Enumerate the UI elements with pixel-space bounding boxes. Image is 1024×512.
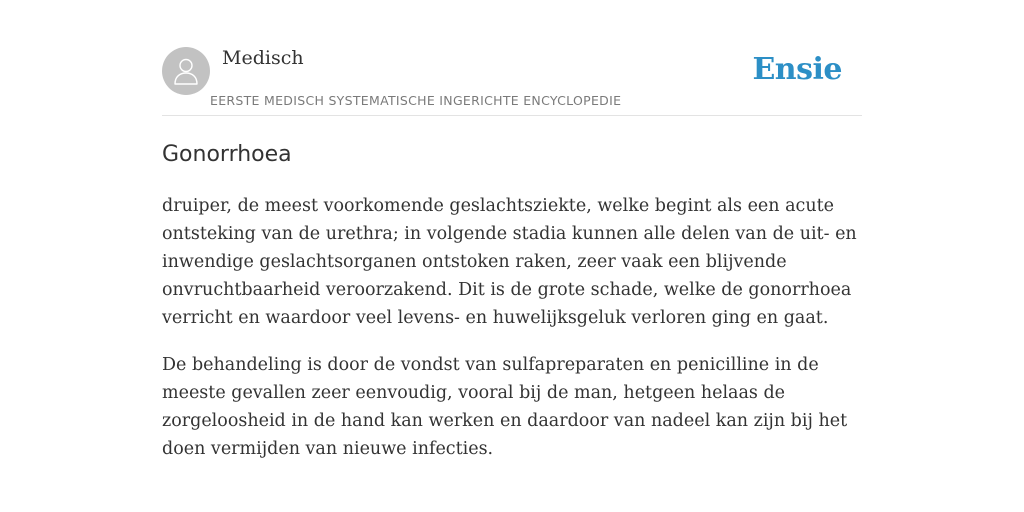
paragraph-line: ontsteking van de urethra; in volgende stadia kunnen alle delen van de uit- en — [162, 224, 857, 244]
book-subtitle: EERSTE MEDISCH SYSTEMATISCHE INGERICHTE ENCYCLOPEDIE — [210, 93, 622, 108]
page-content — [162, 0, 862, 512]
paragraph-line: doen vermijden van nieuwe infecties. — [162, 439, 494, 459]
paragraph-line: inwendige geslachtsorganen ontstoken raken, zeer vaak een blijvende — [162, 252, 787, 272]
paragraph-line: zorgeloosheid in de hand kan werken en daardoor van nadeel kan zijn bij het — [162, 411, 848, 431]
entry-title: Gonorrhoea — [162, 142, 292, 167]
book-title[interactable]: Medisch — [222, 47, 304, 69]
entry-paragraph — [162, 351, 862, 463]
paragraph-line: onvruchtbaarheid veroorzakend. Dit is de grote schade, welke de gonorrhoea — [162, 280, 852, 300]
paragraph-line: verricht en waardoor veel levens- en huwelijksgeluk verloren ging en gaat. — [162, 308, 829, 328]
paragraph-line: De behandeling is door de vondst van sulfapreparaten en penicilline in de — [162, 355, 819, 375]
avatar[interactable] — [162, 47, 210, 95]
paragraph-line: druiper, de meest voorkomende geslachtsziekte, welke begint als een acute — [162, 196, 835, 216]
entry-paragraph — [162, 192, 862, 332]
header-divider — [162, 115, 862, 116]
paragraph-line: meeste gevallen zeer eenvoudig, vooral bij de man, hetgeen helaas de — [162, 383, 786, 403]
user-icon — [172, 56, 200, 86]
brand-logo[interactable]: Ensie — [752, 52, 842, 87]
